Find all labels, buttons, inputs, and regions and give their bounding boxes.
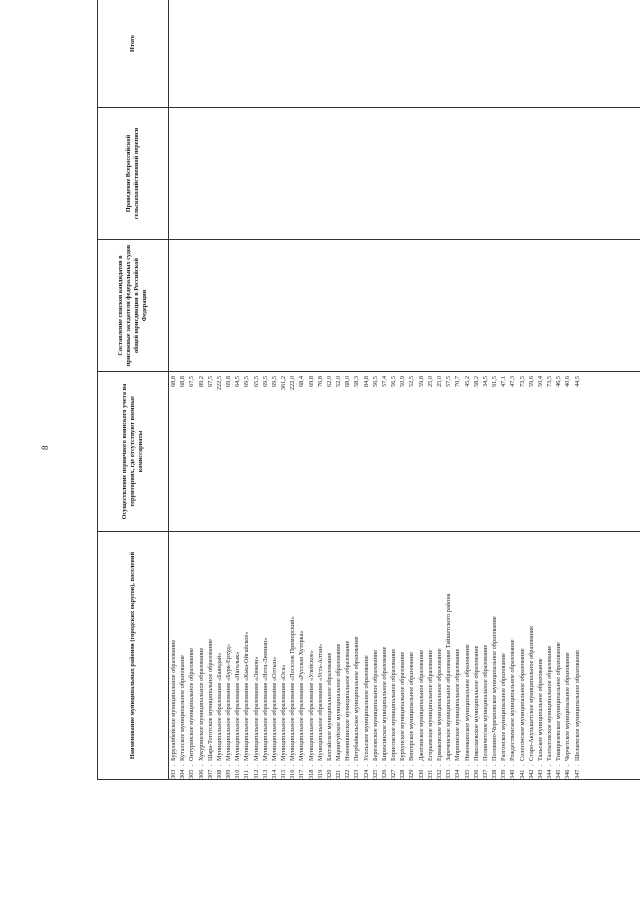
table-row bbox=[527, 532, 536, 779]
military-registration-value: 361,2 bbox=[280, 376, 288, 391]
row-separator: . bbox=[197, 764, 205, 766]
row-number: 311 bbox=[243, 769, 251, 779]
total-value bbox=[407, 0, 416, 107]
table-row bbox=[380, 532, 389, 779]
municipality-name: Новонивинское муниципальное образование bbox=[344, 640, 352, 761]
municipality-name: Мирнинское муниципальное образование bbox=[454, 648, 462, 761]
municipality-name: Старо-Акульшетское муниципальное образование bbox=[527, 625, 535, 761]
row-separator: . bbox=[390, 764, 398, 766]
total-value bbox=[527, 0, 536, 107]
total-value bbox=[187, 0, 196, 107]
row-number: 324 bbox=[362, 769, 370, 779]
military-registration-value: 69,5 bbox=[270, 376, 278, 388]
military-registration-value: 47,1 bbox=[500, 376, 508, 388]
row-separator: . bbox=[270, 764, 278, 766]
total-value bbox=[334, 0, 343, 107]
table-row bbox=[417, 532, 426, 779]
row-number: 334 bbox=[454, 769, 462, 779]
municipality-name: Рождественское муниципальное образование bbox=[509, 639, 517, 761]
military-registration-value: 34,5 bbox=[481, 376, 489, 388]
military-registration-value: 44,5 bbox=[573, 376, 581, 388]
row-separator: . bbox=[445, 764, 453, 766]
row-separator: . bbox=[518, 764, 526, 766]
municipality-name: Сологонское муниципальное образование bbox=[518, 648, 526, 761]
row-number: 341 bbox=[518, 769, 526, 779]
municipality-name: Марингуйское муниципальное образование bbox=[335, 643, 343, 761]
table-row bbox=[261, 532, 270, 779]
row-separator: . bbox=[335, 764, 343, 766]
table-row bbox=[490, 532, 499, 779]
row-number: 330 bbox=[417, 769, 425, 779]
military-registration-value: 76,8 bbox=[316, 376, 324, 388]
row-separator: . bbox=[371, 764, 379, 766]
total-value bbox=[453, 0, 462, 107]
municipality-name: Онтуранское муниципальное образование bbox=[188, 647, 196, 761]
row-number: 317 bbox=[298, 769, 306, 779]
row-number: 339 bbox=[500, 769, 508, 779]
row-separator: . bbox=[307, 764, 315, 766]
row-separator: . bbox=[463, 764, 471, 766]
table-row bbox=[169, 532, 178, 779]
row-separator: . bbox=[509, 764, 517, 766]
row-number: 325 bbox=[371, 769, 379, 779]
total-value bbox=[417, 0, 426, 107]
municipality-name: Половино-Черемховское муниципальное образование bbox=[491, 616, 499, 761]
row-number: 329 bbox=[408, 769, 416, 779]
row-number: 335 bbox=[463, 769, 471, 779]
total-value bbox=[389, 0, 398, 107]
row-separator: . bbox=[344, 764, 352, 766]
row-separator: . bbox=[225, 764, 233, 766]
row-number: 314 bbox=[270, 769, 278, 779]
table-row bbox=[545, 532, 554, 779]
municipality-name: Невонкинское муниципальное образование bbox=[463, 644, 471, 761]
military-registration-value: 40,6 bbox=[564, 376, 572, 388]
table-row bbox=[362, 532, 371, 779]
municipality-name: Куталское муниципальное образование bbox=[179, 655, 187, 761]
military-registration-value: 68,8 bbox=[170, 376, 177, 388]
row-number: 313 bbox=[261, 769, 269, 779]
row-separator: . bbox=[472, 764, 480, 766]
table-row bbox=[352, 532, 361, 779]
table-row bbox=[288, 532, 297, 779]
table-row bbox=[435, 532, 444, 779]
row-separator: . bbox=[289, 764, 297, 766]
table-row bbox=[554, 532, 563, 779]
header-municipality-name: Наименование муниципальных районов (городских округов), поселений bbox=[98, 532, 169, 780]
municipality-name: Борисовское муниципальное образование bbox=[390, 648, 398, 761]
table-row bbox=[206, 532, 215, 779]
municipality-name: Венгерское муниципальное образование bbox=[408, 652, 416, 761]
table-row bbox=[215, 532, 224, 779]
row-number: 345 bbox=[555, 769, 563, 779]
total-value bbox=[252, 0, 261, 107]
total-value bbox=[490, 0, 499, 107]
row-number: 336 bbox=[472, 769, 480, 779]
row-number: 320 bbox=[325, 769, 333, 779]
municipality-name: Муниципальное образование «Поселок Приморский» bbox=[289, 616, 297, 761]
military-registration-value: 68,0 bbox=[344, 376, 352, 388]
row-number: 347 bbox=[573, 769, 581, 779]
municipality-name: Муниципальное образование «Нагалык» bbox=[234, 651, 242, 761]
military-registration-value: 69,8 bbox=[225, 376, 233, 388]
municipality-name: Березовское муниципальное образование bbox=[371, 649, 379, 761]
row-number: 305 bbox=[188, 769, 196, 779]
row-number: 319 bbox=[316, 769, 324, 779]
total-value bbox=[242, 0, 251, 107]
total-value bbox=[499, 0, 508, 107]
total-value bbox=[352, 0, 361, 107]
table-row bbox=[453, 532, 462, 779]
table-row bbox=[398, 532, 407, 779]
municipality-name: Муниципальное образование «Усть-Алтан» bbox=[316, 643, 324, 761]
row-number: 346 bbox=[564, 769, 572, 779]
military-registration-value: 65,5 bbox=[252, 376, 260, 388]
military-registration-value: 47,3 bbox=[509, 376, 517, 388]
table-row bbox=[242, 532, 251, 779]
allocation-table-container bbox=[97, 0, 640, 780]
row-separator: . bbox=[316, 764, 324, 766]
total-value bbox=[325, 0, 334, 107]
row-separator: . bbox=[573, 764, 581, 766]
municipality-name: Муниципальное образование «Улейское» bbox=[307, 650, 315, 761]
table-row bbox=[463, 532, 472, 779]
municipality-name: Муниципальное образование «Кька-Ойгайское» bbox=[243, 631, 251, 761]
total-value bbox=[508, 0, 517, 107]
municipality-name: Усольское муниципальное образование bbox=[362, 655, 370, 761]
row-number: 343 bbox=[536, 769, 544, 779]
table-row bbox=[481, 532, 490, 779]
military-registration-value: 84,8 bbox=[362, 376, 370, 388]
row-separator: . bbox=[426, 764, 434, 766]
table-row bbox=[518, 532, 527, 779]
municipality-name: Егорьевское муниципальное образование bbox=[426, 649, 434, 761]
military-registration-value: 57,5 bbox=[445, 376, 453, 388]
total-value bbox=[307, 0, 316, 107]
military-registration-value: 67,5 bbox=[206, 376, 214, 388]
table-row bbox=[279, 532, 288, 779]
row-separator: . bbox=[261, 764, 269, 766]
municipality-name: Муниципальное образование «Русская Хуторка» bbox=[298, 630, 306, 761]
row-number: 310 bbox=[234, 769, 242, 779]
table-row bbox=[233, 532, 242, 779]
military-registration-value: 70,7 bbox=[454, 376, 462, 388]
total-value bbox=[288, 0, 297, 107]
row-separator: . bbox=[298, 764, 306, 766]
total-value bbox=[316, 0, 325, 107]
municipality-name: Бурхунское муниципальное образование bbox=[399, 651, 407, 761]
military-registration-value: 25,0 bbox=[435, 376, 443, 388]
table-row bbox=[389, 532, 398, 779]
municipality-name: Талтыговское муниципальное образование bbox=[546, 645, 554, 761]
row-number: 331 bbox=[426, 769, 434, 779]
row-separator: . bbox=[188, 764, 196, 766]
total-values-column bbox=[169, 0, 640, 108]
municipality-name: Тальское муниципальное образование bbox=[536, 658, 544, 761]
military-registration-value: 50,9 bbox=[399, 376, 407, 388]
header-jury-lists: Составление списков кандидатов в присяжные заседатели федеральных судов общей юрисдикции в Российской Федерации bbox=[98, 240, 169, 372]
table-row bbox=[371, 532, 380, 779]
row-separator: . bbox=[215, 764, 223, 766]
municipality-name: Черчетское муниципальное образование bbox=[564, 652, 572, 761]
military-registration-value: 62,0 bbox=[325, 376, 333, 388]
row-number: 307 bbox=[206, 769, 214, 779]
header-total: Итого bbox=[98, 0, 169, 108]
row-number: 303 bbox=[170, 769, 177, 779]
municipality-name: Шелаевское муниципальное образование bbox=[573, 650, 581, 761]
municipality-name: Николаевское муниципальное образование bbox=[472, 645, 480, 761]
row-separator: . bbox=[481, 764, 489, 766]
table-row bbox=[573, 532, 582, 779]
table-row bbox=[297, 532, 306, 779]
total-value bbox=[563, 0, 572, 107]
table-row bbox=[499, 532, 508, 779]
table-row bbox=[407, 532, 416, 779]
row-separator: . bbox=[280, 764, 288, 766]
row-separator: . bbox=[243, 764, 251, 766]
municipality-name: Бирюсинское муниципальное образование bbox=[380, 646, 388, 761]
military-registration-value: 52,0 bbox=[335, 376, 343, 388]
military-registration-value: 222,0 bbox=[289, 376, 297, 391]
row-number: 308 bbox=[215, 769, 223, 779]
row-separator: . bbox=[170, 764, 177, 766]
row-number: 338 bbox=[491, 769, 499, 779]
page-number: 8 bbox=[40, 445, 50, 450]
row-separator: . bbox=[408, 764, 416, 766]
row-separator: . bbox=[527, 764, 535, 766]
row-separator: . bbox=[491, 764, 499, 766]
row-separator: . bbox=[500, 764, 508, 766]
municipality-name: Муниципальное образование «Бурк-Ерхуд» bbox=[225, 643, 233, 761]
total-value bbox=[297, 0, 306, 107]
row-separator: . bbox=[325, 764, 333, 766]
total-value bbox=[545, 0, 554, 107]
municipality-name: Петрбайкальское муниципальное образование bbox=[353, 636, 361, 761]
header-row bbox=[98, 0, 169, 780]
total-value bbox=[197, 0, 206, 107]
table-row bbox=[426, 532, 435, 779]
municipality-name: Муниципальное образование «Баяндай» bbox=[215, 652, 223, 761]
table-row bbox=[197, 532, 206, 779]
table-row bbox=[252, 532, 261, 779]
total-value bbox=[362, 0, 371, 107]
military-registration-value: 58,3 bbox=[353, 376, 361, 388]
row-separator: . bbox=[435, 764, 443, 766]
table-row bbox=[563, 532, 572, 779]
total-value bbox=[380, 0, 389, 107]
row-separator: . bbox=[536, 764, 544, 766]
table-row bbox=[343, 532, 352, 779]
municipality-name: Хукуринское муниципальное образование bbox=[197, 647, 205, 761]
table-row bbox=[178, 532, 187, 779]
total-value bbox=[279, 0, 288, 107]
municipality-name: Муниципальное образование «Нота-Люннан» bbox=[261, 637, 269, 761]
total-value bbox=[444, 0, 453, 107]
total-value bbox=[261, 0, 270, 107]
names-column bbox=[169, 532, 640, 780]
header-military-registration: Осуществление первичного воинского учета на территориях, где отсутствуют военные комиссариаты bbox=[98, 372, 169, 532]
total-value bbox=[398, 0, 407, 107]
military-registration-value: 59,8 bbox=[417, 376, 425, 388]
municipality-name: Бурулайбейское муниципальное образование bbox=[170, 639, 177, 761]
military-registration-value: 91,5 bbox=[491, 376, 499, 388]
allocation-table bbox=[97, 0, 640, 780]
total-value bbox=[554, 0, 563, 107]
row-number: 337 bbox=[481, 769, 489, 779]
row-number: 323 bbox=[353, 769, 361, 779]
row-number: 327 bbox=[390, 769, 398, 779]
municipality-name: Полинчетское муниципальное образование bbox=[481, 644, 489, 761]
row-number: 328 bbox=[399, 769, 407, 779]
total-value bbox=[472, 0, 481, 107]
municipality-name: Тимирязевское муниципальное образование bbox=[555, 642, 563, 761]
row-separator: . bbox=[380, 764, 388, 766]
municipality-name: Разгонское муниципальное образование bbox=[500, 653, 508, 761]
row-number: 322 bbox=[344, 769, 352, 779]
header-agricultural-census: Проведение Всероссийской сельскохозяйственной переписи bbox=[98, 108, 169, 240]
total-value bbox=[536, 0, 545, 107]
total-value bbox=[481, 0, 490, 107]
total-value bbox=[215, 0, 224, 107]
row-separator: . bbox=[417, 764, 425, 766]
row-number: 333 bbox=[445, 769, 453, 779]
military-registration-value: 68,8 bbox=[179, 376, 187, 388]
municipality-name: Шара-Тоготское муниципальное образование bbox=[206, 638, 214, 761]
row-separator: . bbox=[555, 764, 563, 766]
row-separator: . bbox=[353, 764, 361, 766]
body-row bbox=[169, 0, 640, 780]
military-registration-value: 69,8 bbox=[307, 376, 315, 388]
total-value bbox=[426, 0, 435, 107]
military-registration-value: 56,5 bbox=[390, 376, 398, 388]
total-value bbox=[178, 0, 187, 107]
military-registration-value: 57,4 bbox=[380, 376, 388, 388]
municipality-name: Ермаковское муниципальное образование bbox=[435, 648, 443, 761]
military-registration-value: 50,4 bbox=[536, 376, 544, 388]
military-registration-value: 89,2 bbox=[197, 376, 205, 388]
table-row bbox=[187, 532, 196, 779]
total-value bbox=[206, 0, 215, 107]
table-row bbox=[508, 532, 517, 779]
military-registration-value: 52,5 bbox=[408, 376, 416, 388]
row-separator: . bbox=[206, 764, 214, 766]
municipality-name: Зареченское муниципальное образование Тайшетского района bbox=[445, 593, 453, 761]
census-values-column bbox=[169, 108, 640, 240]
military-registration-value: 46,5 bbox=[555, 376, 563, 388]
military-registration-value: 68,4 bbox=[298, 376, 306, 388]
row-separator: . bbox=[362, 764, 370, 766]
row-number: 306 bbox=[197, 769, 205, 779]
table-row bbox=[444, 532, 453, 779]
municipality-name: Муниципальное образование «Олтын» bbox=[270, 656, 278, 761]
total-value bbox=[233, 0, 242, 107]
row-number: 304 bbox=[179, 769, 187, 779]
row-separator: . bbox=[546, 764, 554, 766]
row-number: 332 bbox=[435, 769, 443, 779]
row-separator: . bbox=[564, 764, 572, 766]
jury-values-column bbox=[169, 240, 640, 372]
military-registration-value: 56,5 bbox=[371, 376, 379, 388]
row-number: 318 bbox=[307, 769, 315, 779]
table-row bbox=[224, 532, 233, 779]
total-value bbox=[518, 0, 527, 107]
row-number: 344 bbox=[546, 769, 554, 779]
row-separator: . bbox=[234, 764, 242, 766]
military-registration-value: 222,5 bbox=[215, 376, 223, 391]
military-registration-value: 67,5 bbox=[188, 376, 196, 388]
row-separator: . bbox=[252, 764, 260, 766]
military-registration-value: 64,5 bbox=[234, 376, 242, 388]
table-row bbox=[316, 532, 325, 779]
military-registration-value: 73,5 bbox=[518, 376, 526, 388]
military-registration-value: 59,6 bbox=[527, 376, 535, 388]
row-number: 315 bbox=[280, 769, 288, 779]
military-registration-value: 69,5 bbox=[243, 376, 251, 388]
total-value bbox=[435, 0, 444, 107]
total-value bbox=[224, 0, 233, 107]
row-separator: . bbox=[179, 764, 187, 766]
total-value bbox=[169, 0, 178, 107]
municipality-name: Бахтайское муниципальное образование bbox=[325, 652, 333, 761]
row-number: 326 bbox=[380, 769, 388, 779]
total-value bbox=[573, 0, 582, 107]
table-row bbox=[270, 532, 279, 779]
table-row bbox=[472, 532, 481, 779]
row-number: 340 bbox=[509, 769, 517, 779]
total-value bbox=[343, 0, 352, 107]
municipality-name: Муниципальное образование «Оса» bbox=[280, 664, 288, 761]
military-values-column bbox=[169, 372, 640, 532]
row-number: 321 bbox=[335, 769, 343, 779]
row-number: 342 bbox=[527, 769, 535, 779]
military-registration-value: 69,5 bbox=[261, 376, 269, 388]
municipality-name: Муниципальное образование «Люкон» bbox=[252, 656, 260, 761]
municipality-name: Джогинское муниципальное образование bbox=[417, 649, 425, 761]
military-registration-value: 25,0 bbox=[426, 376, 434, 388]
row-number: 316 bbox=[289, 769, 297, 779]
total-value bbox=[463, 0, 472, 107]
table-row bbox=[334, 532, 343, 779]
table-row bbox=[325, 532, 334, 779]
total-value bbox=[371, 0, 380, 107]
row-separator: . bbox=[399, 764, 407, 766]
row-number: 312 bbox=[252, 769, 260, 779]
row-separator: . bbox=[454, 764, 462, 766]
table-row bbox=[307, 532, 316, 779]
row-number: 309 bbox=[225, 769, 233, 779]
military-registration-value: 73,5 bbox=[546, 376, 554, 388]
military-registration-value: 58,2 bbox=[472, 376, 480, 388]
total-value bbox=[270, 0, 279, 107]
military-registration-value: 45,2 bbox=[463, 376, 471, 388]
table-row bbox=[536, 532, 545, 779]
